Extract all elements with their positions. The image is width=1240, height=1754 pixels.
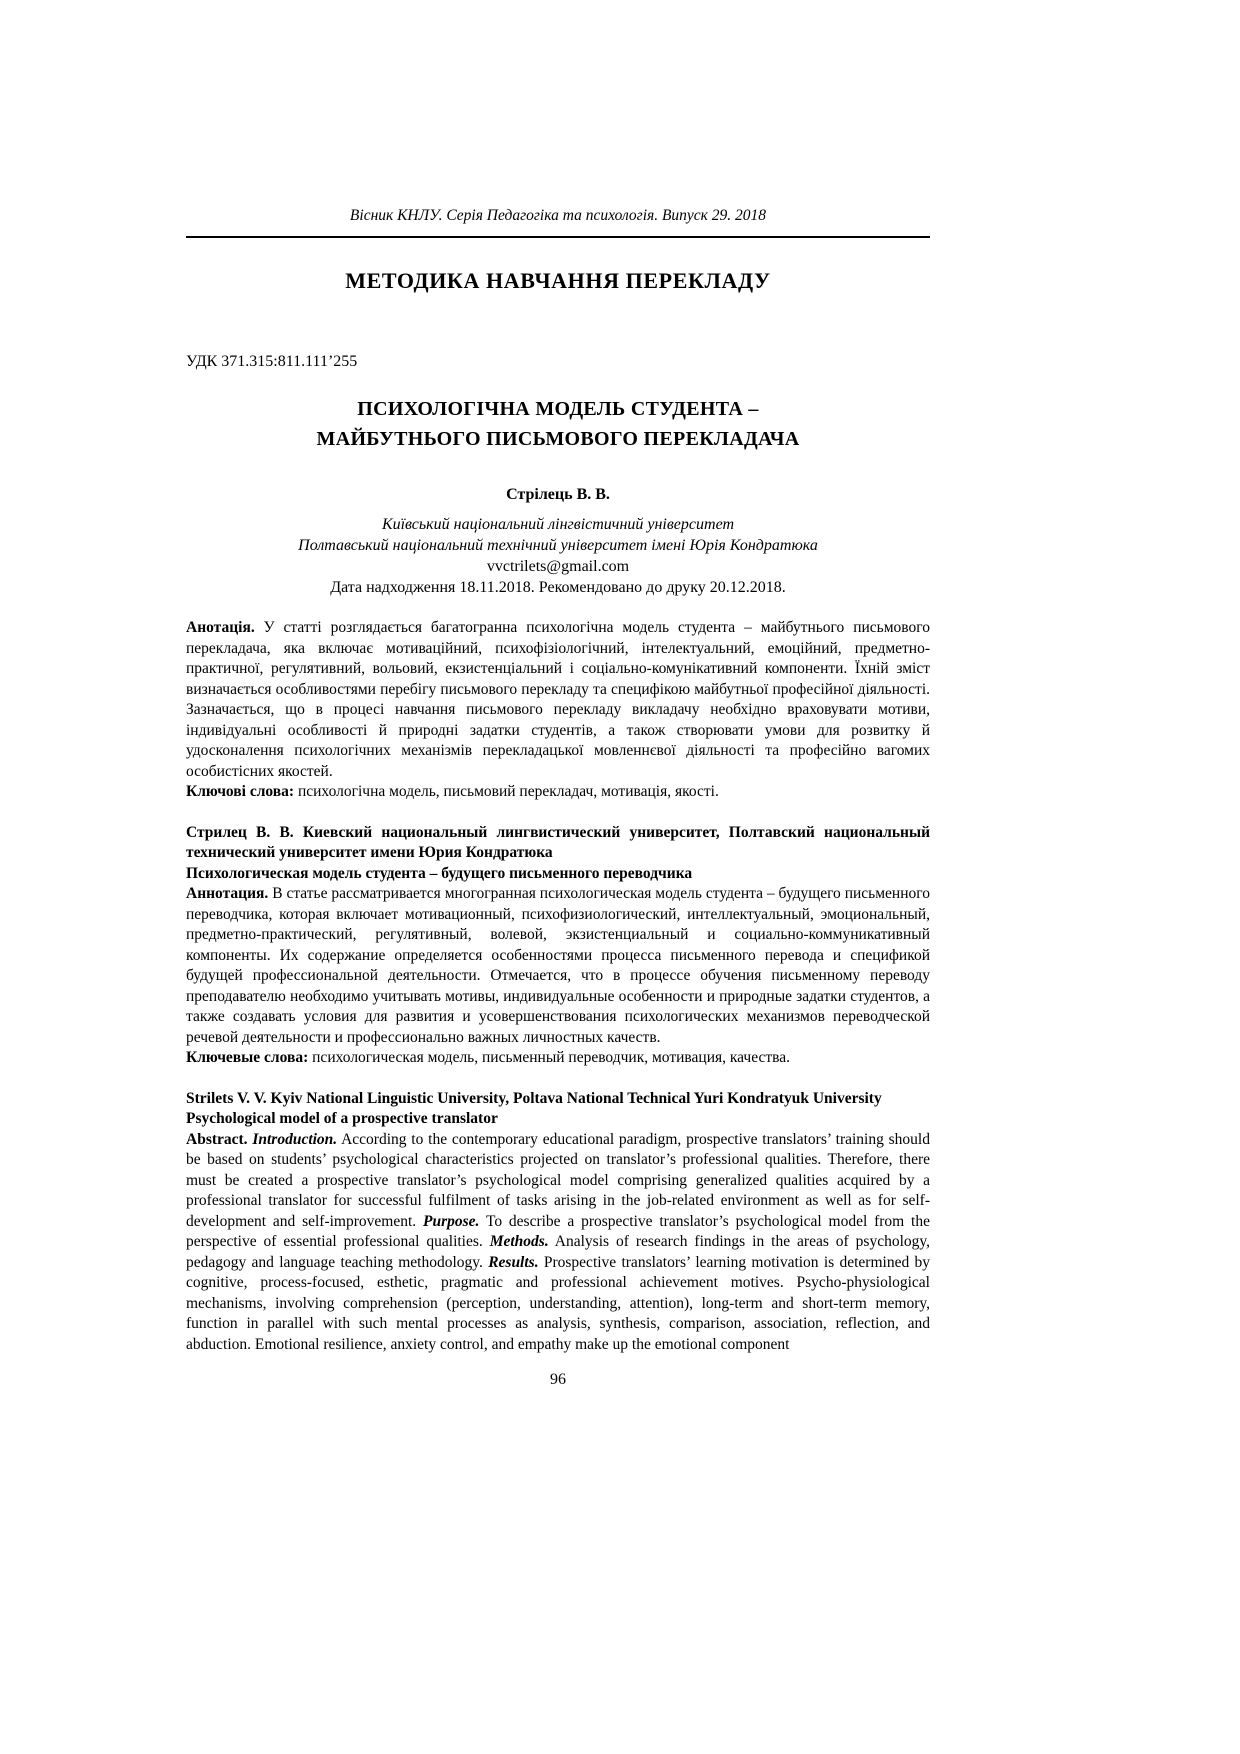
abstract-en-results-label: Results. [488, 1253, 539, 1271]
article-title [186, 394, 930, 454]
article-title-line1: ПСИХОЛОГІЧНА МОДЕЛЬ СТУДЕНТА – [357, 398, 759, 420]
keywords-ru [186, 1048, 930, 1069]
section-title: МЕТОДИКА НАВЧАННЯ ПЕРЕКЛАДУ [345, 268, 771, 293]
abstract-en-methods-text: Analysis of research findings in the areas of psychology, pedagogy and language teaching methodology. [186, 1233, 930, 1271]
article-title-line2: МАЙБУТНЬОГО ПИСЬМОВОГО ПЕРЕКЛАДАЧА [316, 428, 800, 450]
abstract-en-intro-text: According to the contemporary educational paradigm, prospective translators’ training should be based on students’ psychological characteristics projected on translator’s professional qualities. Therefore, there must be created a prospective translator’s psychological model comprising generalized qualities acquired by a professional translator for successful fulfilment of tasks arising in the job-related environment as well as for self-development and self-improvement. [186, 1130, 930, 1230]
abstract-ua-text: У статті розглядається багатогранна психологічна модель студента – майбутнього письмового перекладача, яка включає мотиваційний, психофізіологічний, інтелектуальний, емоційний, предметно-практичної, регулятивний, вольовий, екзистенціальний і соціально-комунікативний компоненти. Їхній зміст визначається особливостями перебігу письмового перекладу та специфікою майбутньої професійної діяльності. Зазначається, що в процесі навчання письмового перекладу викладачу необхідно враховувати мотиви, індивідуальні особливості й природні задатки студентів, а також створювати умови для розвитку й удосконалення психологічних механізмів перекладацької мовленнєвої діяльності та професійно вагомих особистісних якостей. [186, 619, 930, 780]
journal-title: Вісник КНЛУ. Серія Педагогіка та психологія. Випуск 29. 2018 [349, 207, 767, 224]
heading-en-title: Psychological model of a prospective translator [186, 1110, 498, 1127]
submission-dates: Дата надходження 18.11.2018. Рекомендовано до друку 20.12.2018. [330, 579, 786, 596]
abstract-en-results-text: Prospective translators’ learning motivation is determined by cognitive, process-focused, esthetic, pragmatic and professional achievement motives. Psycho-physiological mechanisms, involving comprehension (perception, understanding, attention), long-term and short-term memory, function in parallel with such mental processes as analysis, synthesis, comparison, association, reflection, and abduction. Emotional resilience, anxiety control, and empathy make up the emotional component [186, 1253, 930, 1353]
abstract-en [186, 1130, 930, 1356]
heading-en-affiliation: Strilets V. V. Kyiv National Linguistic University, Poltava National Technical Yuri Kondratyuk University [186, 1089, 882, 1107]
udc-code: УДК 371.315:811.111’255 [186, 353, 358, 370]
keywords-ru-label: Ключевые слова: [186, 1049, 309, 1066]
abstract-en-block [186, 1089, 930, 1356]
heading-ru-title: Психологическая модель студента – будущего письменного переводчика [186, 864, 693, 882]
page-content [186, 206, 930, 1355]
abstract-en-intro-label: Introduction. [252, 1130, 338, 1148]
abstract-ru-text: В статье рассматривается многогранная психологическая модель студента – будущего письменного переводчика, которая включает мотивационный, психофизиологический, интеллектуальный, эмоциональный, предметно-практический, регулятивный, волевой, экзистенциальный и социально-коммуникативный компоненты. Их содержание определяется особенностями процесса письменного перевода и спецификой будущей профессиональной деятельности. Отмечается, что в процессе обучения письменному переводу преподавателю необходимо учитывать мотивы, индивидуальные особенности и природные задатки студентов, а также создавать условия для развития и усовершенствования психологических механизмов переводческой речевой деятельности и профессионально важных личностных качеств. [186, 885, 930, 1046]
author-name: Стрілець В. В. [506, 486, 610, 503]
abstract-ua [186, 618, 930, 782]
abstract-en-purpose-label: Purpose. [422, 1212, 480, 1230]
abstract-ru [186, 884, 930, 1048]
keywords-ua-text: психологічна модель, письмовий перекладач, мотивація, якості. [294, 783, 719, 800]
keywords-ru-text: психологическая модель, письменный переводчик, мотивация, качества. [308, 1049, 791, 1066]
keywords-ua [186, 782, 930, 803]
abstract-en-methods-label: Methods. [489, 1233, 549, 1250]
keywords-ua-label: Ключові слова: [186, 783, 295, 800]
page-number: 96 [550, 1371, 566, 1388]
abstract-ua-block [186, 618, 930, 803]
affiliation-2: Полтавський національний технічний університет імені Юрія Кондратюка [298, 537, 818, 554]
abstract-ru-label: Аннотация. [186, 885, 269, 902]
running-head [186, 206, 930, 238]
affiliation-1: Київський національний лінгвістичний університет [381, 516, 735, 533]
abstract-en-purpose-text: To describe a prospective translator’s psychological model from the perspective of essential professional qualities. [186, 1212, 930, 1250]
abstract-ru-block [186, 823, 930, 1069]
author-email: vvctrilets@gmail.com [486, 558, 630, 575]
heading-ru-affiliation: Стрилец В. В. Киевский национальный лингвистический университет, Полтавский национальный технический университет имени Юрия Кондратюка [186, 823, 930, 861]
abstract-ua-label: Анотація. [186, 619, 255, 636]
abstract-en-label: Abstract. [186, 1130, 253, 1148]
